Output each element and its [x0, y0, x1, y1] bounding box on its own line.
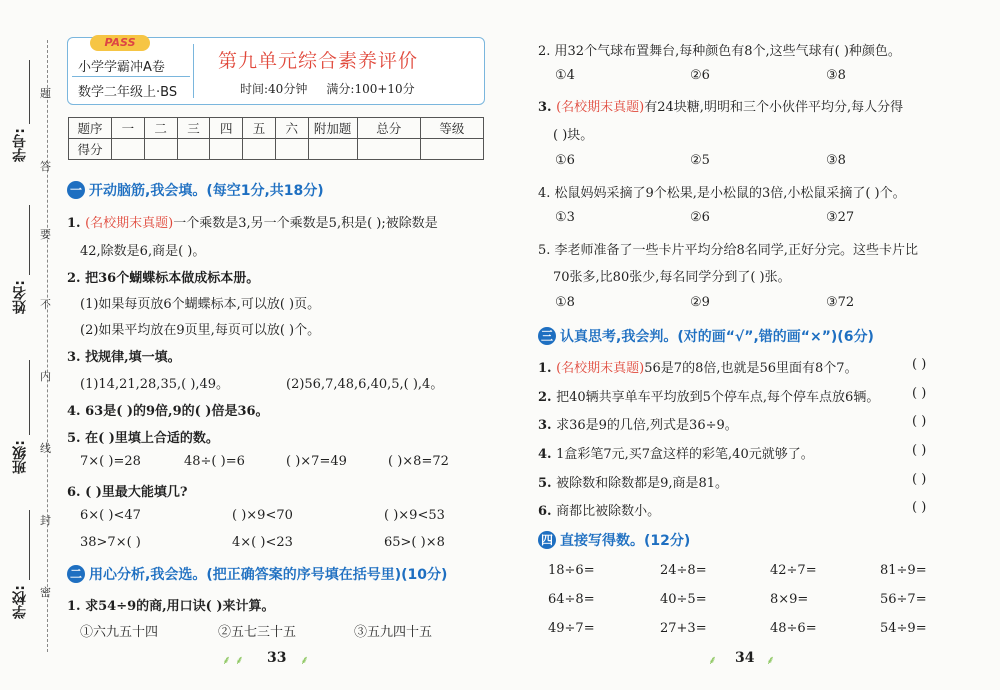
- table-cell: 总分: [357, 118, 420, 139]
- answer-paren[interactable]: ( ): [912, 443, 927, 458]
- question-text: 有24块糖,明明和三个小伙伴平均分,每人分得: [644, 100, 904, 115]
- question-text: 1. 求54÷9的商,用口诀( )来计算。: [67, 599, 275, 614]
- question-text: 70张多,比80张少,每名同学分到了( )张。: [553, 270, 791, 285]
- table-cell: 题序: [69, 118, 112, 139]
- judge-item: 5. 被除数和除数都是9,商是81。: [538, 476, 729, 491]
- sprout-icon: ⸙: [300, 653, 310, 667]
- judge-text: 56是7的8倍,也就是56里面有8个7。: [644, 361, 858, 376]
- calc-item: 27+3=: [660, 621, 707, 636]
- option: ①六九五十四: [80, 625, 159, 640]
- seal-char: 内: [40, 370, 51, 383]
- option: ③五九四十五: [354, 625, 433, 640]
- section-title: 开动脑筋,我会填。(每空1分,共18分): [89, 183, 324, 199]
- exam-title: 第九单元综合素养评价: [218, 50, 419, 72]
- source-tag: (名校期末真题): [85, 216, 174, 231]
- table-row: [69, 139, 484, 160]
- fill-item: 4×( )<23: [232, 535, 293, 550]
- question-text: (2)如果平均放在9页里,每页可以放( )个。: [80, 323, 321, 338]
- calc-item: 81÷9=: [880, 563, 927, 578]
- grade-label: 数学二年级上·BS: [78, 85, 178, 100]
- header-divider: [72, 76, 190, 77]
- calc-item: 42÷7=: [770, 563, 817, 578]
- series-name: 小学学霸冲A卷: [78, 60, 165, 75]
- student-id-label: 学号:: [12, 128, 28, 162]
- question-text: 2. 用32个气球布置舞台,每种颜色有8个,这些气球有( )种颜色。: [538, 44, 901, 59]
- header-divider: [193, 44, 194, 98]
- table-cell: 六: [275, 118, 308, 139]
- calc-item: 56÷7=: [880, 592, 927, 607]
- table-cell: 得分: [69, 139, 112, 160]
- section-heading-4: [538, 530, 690, 550]
- fill-item: 48÷( )=6: [184, 454, 245, 469]
- section-heading-3: [538, 326, 874, 346]
- seal-char: 不: [40, 298, 51, 311]
- score-input-cell[interactable]: [420, 139, 483, 160]
- judge-text: 1盒彩笔7元,买7盒这样的彩笔,40元就够了。: [556, 447, 814, 462]
- table-cell: 等级: [420, 118, 483, 139]
- section-title: 直接写得数。(12分): [560, 533, 691, 549]
- fill-item: ( )×8=72: [388, 454, 449, 469]
- calc-item: 40÷5=: [660, 592, 707, 607]
- judge-item: 6. 商都比被除数小。: [538, 504, 661, 519]
- fill-item: 7×( )=28: [80, 454, 141, 469]
- option: ②5: [690, 153, 710, 168]
- option: ①4: [555, 68, 575, 83]
- question-text: (2)56,7,48,6,40,5,( ),4。: [286, 377, 444, 392]
- score-table: [68, 117, 484, 160]
- score-input-cell[interactable]: [275, 139, 308, 160]
- binding-margin: [0, 0, 62, 690]
- score-input-cell[interactable]: [308, 139, 357, 160]
- score-input-cell[interactable]: [357, 139, 420, 160]
- table-cell: 二: [144, 118, 177, 139]
- sprout-icon: ⸙ ⸙: [222, 653, 244, 667]
- answer-paren[interactable]: ( ): [912, 472, 927, 487]
- table-cell: 四: [210, 118, 243, 139]
- option: ①6: [555, 153, 575, 168]
- name-label: 姓名:: [12, 280, 28, 314]
- question: 1. (名校期末真题)一个乘数是3,另一个乘数是5,积是( );被除数是: [67, 216, 438, 231]
- page-number: 33: [267, 650, 287, 666]
- sprout-icon: ⸙: [708, 653, 718, 667]
- source-tag: (名校期末真题): [556, 100, 645, 115]
- fill-item: ( )×7=49: [286, 454, 347, 469]
- class-label: 班级:: [12, 440, 28, 474]
- question-text: 3. 找规律,填一填。: [67, 350, 181, 365]
- score-input-cell[interactable]: [210, 139, 243, 160]
- fill-item: 6×( )<47: [80, 508, 141, 523]
- judge-item: 4. 1盒彩笔7元,买7盒这样的彩笔,40元就够了。: [538, 447, 814, 462]
- seal-char: 封: [40, 514, 51, 527]
- calc-item: 49÷7=: [548, 621, 595, 636]
- source-tag: (名校期末真题): [556, 361, 645, 376]
- calc-item: 48÷6=: [770, 621, 817, 636]
- seal-char: 密: [40, 586, 51, 599]
- section-badge: 一: [67, 181, 85, 199]
- calc-item: 54÷9=: [880, 621, 927, 636]
- exam-meta: [240, 80, 415, 97]
- calc-item: 8×9=: [770, 592, 809, 607]
- question-text: ( )块。: [553, 128, 594, 143]
- fill-item: ( )×9<53: [384, 508, 445, 523]
- table-row: [69, 118, 484, 139]
- section-heading-2: [67, 564, 447, 584]
- answer-paren[interactable]: ( ): [912, 357, 927, 372]
- seal-char: 答: [40, 160, 51, 173]
- option: ②五七三十五: [218, 625, 297, 640]
- time-limit: 时间:40分钟: [240, 82, 308, 96]
- judge-text: 商都比被除数小。: [556, 504, 661, 519]
- table-cell: 三: [177, 118, 210, 139]
- fill-item: ( )×9<70: [232, 508, 293, 523]
- seal-char: 线: [40, 442, 51, 455]
- section-title: 认真思考,我会判。(对的画“√”,错的画“×”)(6分): [560, 329, 874, 345]
- judge-text: 把40辆共享单车平均放到5个停车点,每个停车点放6辆。: [556, 390, 880, 405]
- section-badge: 二: [67, 565, 85, 583]
- judge-item: 3. 求36是9的几倍,列式是36÷9。: [538, 418, 738, 433]
- question-text: 5. 在( )里填上合适的数。: [67, 431, 219, 446]
- name-line: [29, 205, 30, 275]
- calc-item: 64÷8=: [548, 592, 595, 607]
- option: ③27: [826, 210, 855, 225]
- calc-item: 18÷6=: [548, 563, 595, 578]
- option: ①8: [555, 295, 575, 310]
- question-text: (1)如果每页放6个蝴蝶标本,可以放( )页。: [80, 297, 321, 312]
- section-badge: 四: [538, 531, 556, 549]
- question-text: 4. 63是( )的9倍,9的( )倍是36。: [67, 404, 269, 419]
- option: ③72: [826, 295, 855, 310]
- judge-text: 被除数和除数都是9,商是81。: [556, 476, 729, 491]
- seal-dashed-line: [47, 40, 48, 652]
- school-line: [29, 510, 30, 580]
- answer-paren[interactable]: ( ): [912, 414, 927, 429]
- judge-item: 1. (名校期末真题)56是7的8倍,也就是56里面有8个7。: [538, 361, 858, 376]
- exam-header: [67, 37, 485, 105]
- question: 3. (名校期末真题)有24块糖,明明和三个小伙伴平均分,每人分得: [538, 100, 904, 115]
- full-score: 满分:100+10分: [326, 82, 415, 96]
- score-input-cell[interactable]: [177, 139, 210, 160]
- option: ②6: [690, 68, 710, 83]
- option: ③8: [826, 153, 846, 168]
- option: ③8: [826, 68, 846, 83]
- question-text: 42,除数是6,商是( )。: [80, 244, 206, 259]
- section-title: 用心分析,我会选。(把正确答案的序号填在括号里)(10分): [89, 567, 448, 583]
- score-input-cell[interactable]: [144, 139, 177, 160]
- section-heading-1: [67, 180, 324, 200]
- question-text: 4. 松鼠妈妈采摘了9个松果,是小松鼠的3倍,小松鼠采摘了( )个。: [538, 186, 906, 201]
- judge-item: 2. 把40辆共享单车平均放到5个停车点,每个停车点放6辆。: [538, 390, 880, 405]
- seal-char: 题: [40, 87, 51, 100]
- sprout-icon: ⸙: [766, 653, 776, 667]
- score-input-cell[interactable]: [243, 139, 276, 160]
- table-cell: 一: [112, 118, 145, 139]
- question-text: 一个乘数是3,另一个乘数是5,积是( );被除数是: [173, 216, 438, 231]
- table-cell: 五: [243, 118, 276, 139]
- section-badge: 三: [538, 327, 556, 345]
- class-line: [29, 360, 30, 435]
- answer-paren[interactable]: ( ): [912, 386, 927, 401]
- question-text: 6. ( )里最大能填几?: [67, 485, 188, 500]
- calc-item: 24÷8=: [660, 563, 707, 578]
- question-text: 5. 李老师准备了一些卡片平均分给8名同学,正好分完。这些卡片比: [538, 243, 918, 258]
- option: ②6: [690, 210, 710, 225]
- fill-item: 38>7×( ): [80, 535, 141, 550]
- student-id-line: [29, 60, 30, 124]
- page-number: 34: [735, 650, 755, 666]
- answer-paren[interactable]: ( ): [912, 500, 927, 515]
- school-label: 学校:: [12, 585, 28, 619]
- judge-text: 求36是9的几倍,列式是36÷9。: [556, 418, 738, 433]
- question-text: 2. 把36个蝴蝶标本做成标本册。: [67, 271, 260, 286]
- fill-item: 65>( )×8: [384, 535, 445, 550]
- question-text: (1)14,21,28,35,( ),49。: [80, 377, 230, 392]
- pass-logo: PASS: [90, 35, 150, 51]
- table-cell: 附加题: [308, 118, 357, 139]
- score-input-cell[interactable]: [112, 139, 145, 160]
- seal-char: 要: [40, 228, 51, 241]
- option: ②9: [690, 295, 710, 310]
- option: ①3: [555, 210, 575, 225]
